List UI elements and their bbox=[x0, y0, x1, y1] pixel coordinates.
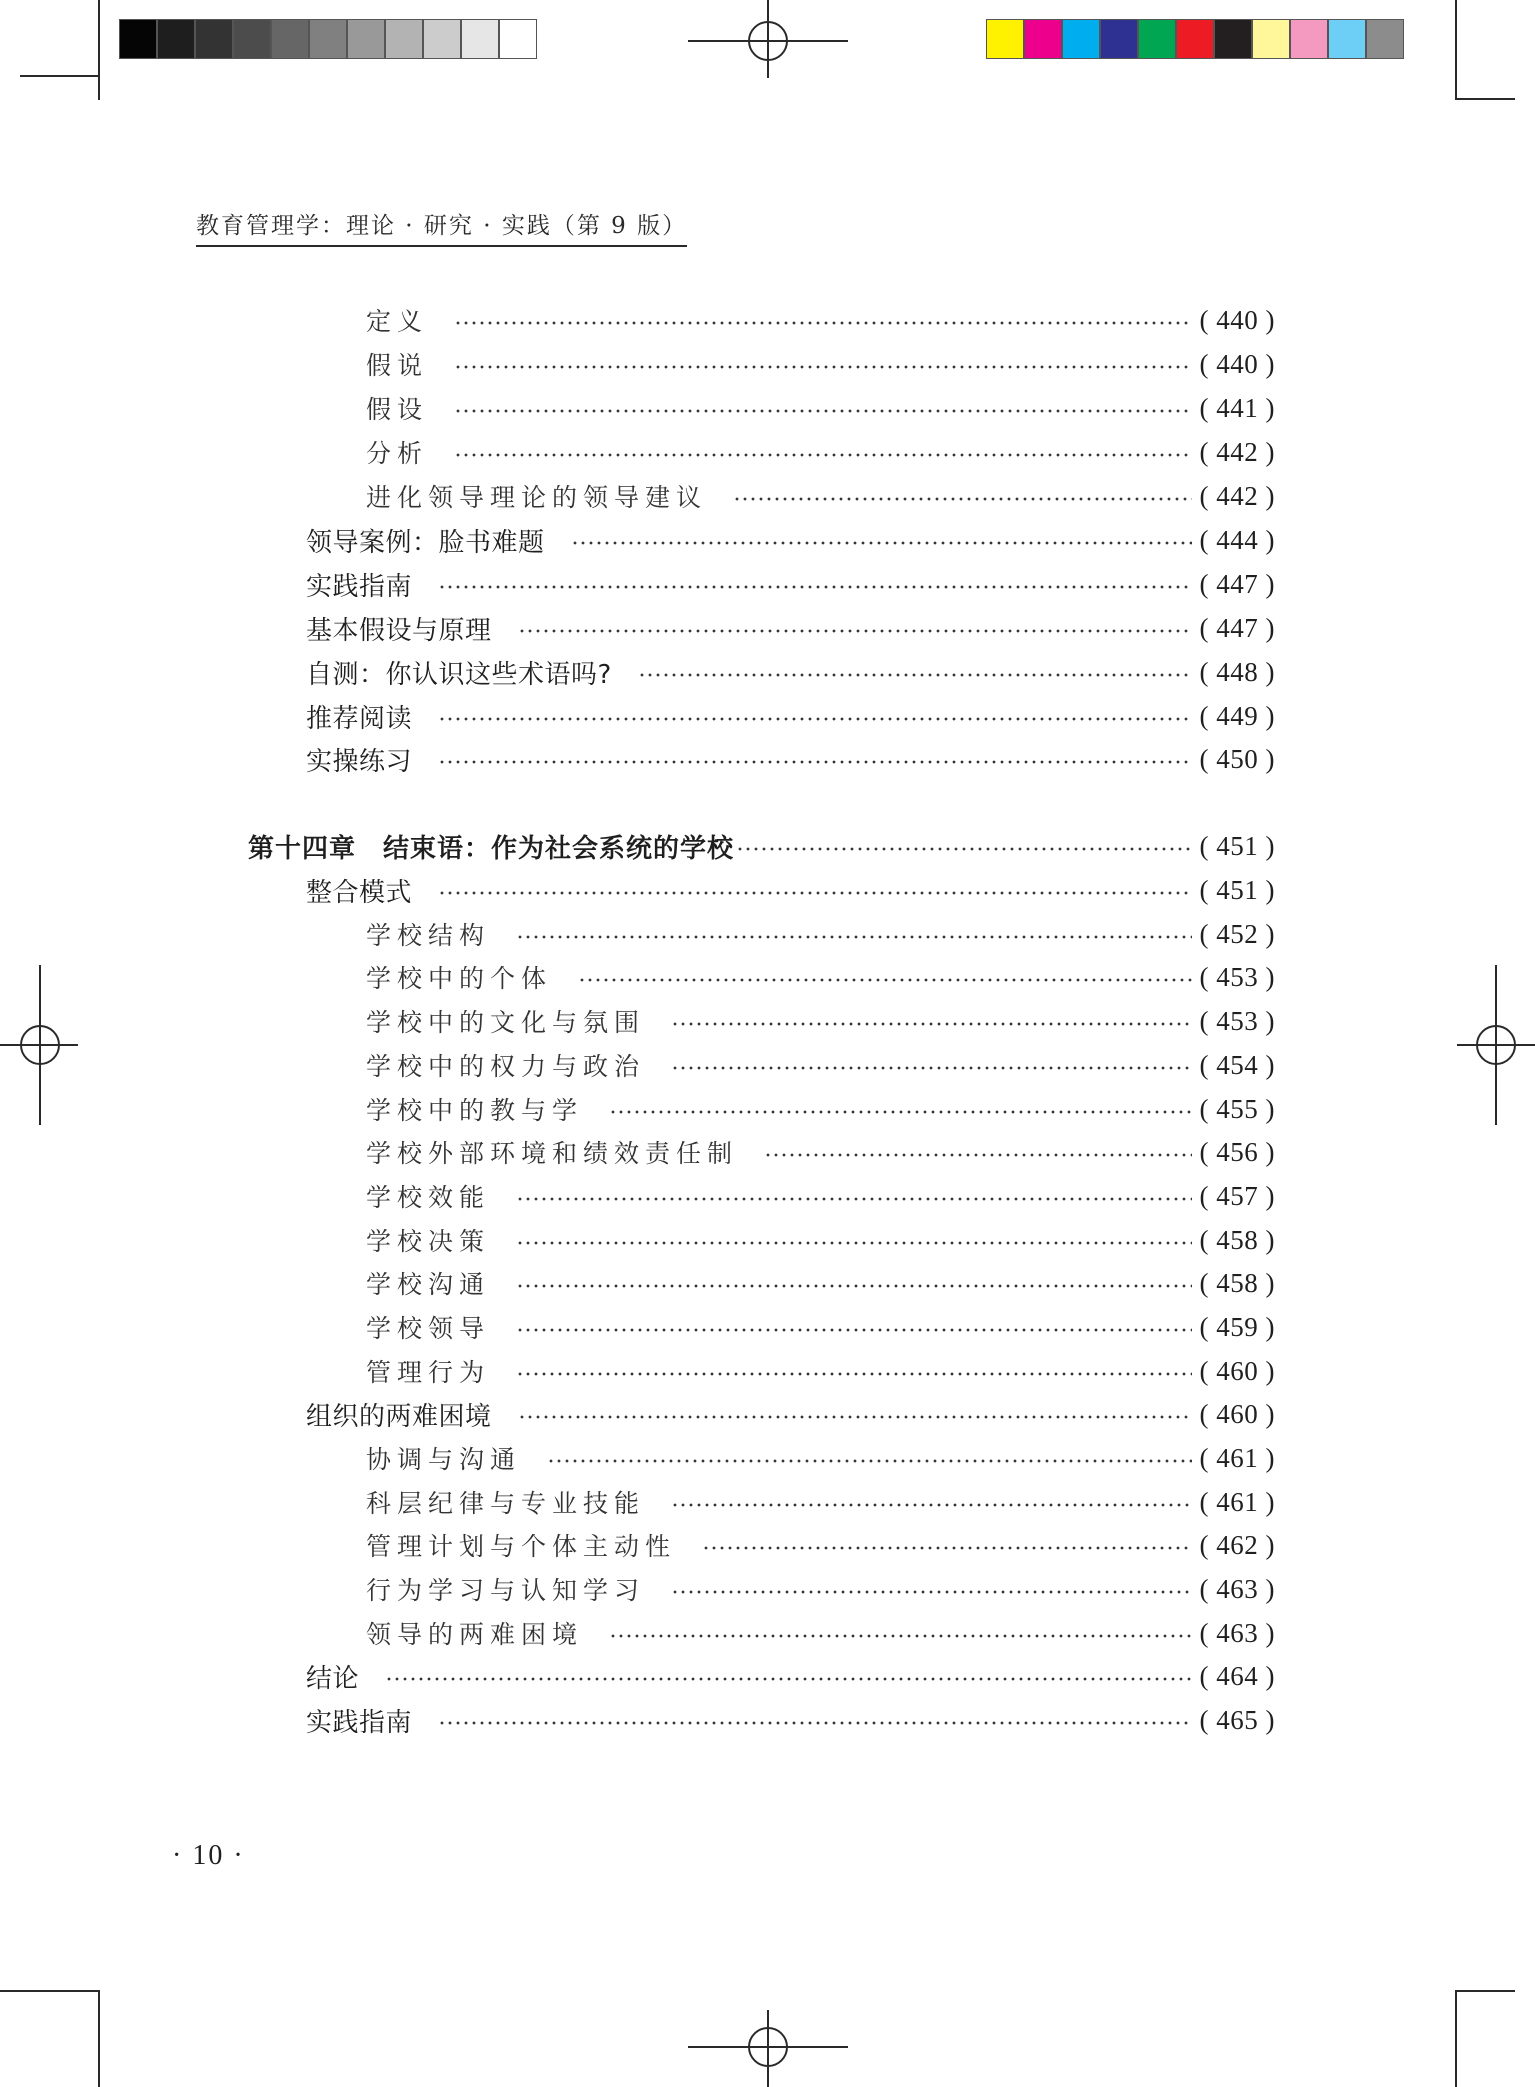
color-swatch bbox=[1176, 19, 1214, 59]
toc-entry bbox=[366, 1047, 1275, 1083]
toc-entry bbox=[366, 390, 1275, 426]
toc-entry-title: 学校中的个体 bbox=[366, 964, 553, 993]
dot-leader bbox=[733, 497, 1192, 501]
toc-page-number: ( 447 ) bbox=[1199, 568, 1275, 599]
page-number: · 10 · bbox=[172, 1840, 245, 1871]
toc-entry bbox=[366, 302, 1275, 338]
toc-entry-title: 实践指南 bbox=[306, 1707, 413, 1738]
dot-leader bbox=[547, 1459, 1192, 1463]
toc-entry bbox=[306, 1396, 1275, 1432]
color-swatch bbox=[1290, 19, 1328, 59]
dot-leader bbox=[454, 453, 1192, 457]
dot-leader bbox=[454, 409, 1192, 413]
toc-entry-title: 整合模式 bbox=[306, 877, 413, 908]
color-swatch bbox=[1366, 19, 1404, 59]
toc-entry-title: 学校决策 bbox=[366, 1227, 491, 1256]
toc-entry-title: 假说 bbox=[366, 351, 429, 380]
color-swatch bbox=[1024, 19, 1062, 59]
dot-leader bbox=[571, 541, 1192, 545]
toc-entry-title: 协调与沟通 bbox=[366, 1445, 522, 1474]
color-swatch bbox=[1062, 19, 1100, 59]
dot-leader bbox=[438, 891, 1192, 895]
toc-page-number: ( 460 ) bbox=[1199, 1355, 1275, 1386]
toc-entry bbox=[306, 1702, 1275, 1738]
color-calibration-bar bbox=[986, 19, 1404, 59]
toc-page-number: ( 451 ) bbox=[1199, 874, 1275, 905]
toc-entry-title: 学校沟通 bbox=[366, 1270, 491, 1299]
dot-leader bbox=[516, 1197, 1192, 1201]
toc-entry-title: 进化领导理论的领导建议 bbox=[366, 483, 708, 512]
toc-entry-title: 自测：你认识这些术语吗? bbox=[306, 659, 612, 690]
dot-leader bbox=[518, 629, 1192, 633]
dot-leader bbox=[764, 1153, 1192, 1157]
toc-page-number: ( 450 ) bbox=[1199, 743, 1275, 774]
toc-entry-title: 管理计划与个体主动性 bbox=[366, 1532, 677, 1561]
toc-entry-title: 管理行为 bbox=[366, 1358, 491, 1387]
dot-leader bbox=[516, 1328, 1192, 1332]
toc-page-number: ( 463 ) bbox=[1199, 1573, 1275, 1604]
toc-page-number: ( 456 ) bbox=[1199, 1136, 1275, 1167]
dot-leader bbox=[516, 1372, 1192, 1376]
toc-page-number: ( 452 ) bbox=[1199, 918, 1275, 949]
dot-leader bbox=[516, 935, 1192, 939]
toc-page-number: ( 449 ) bbox=[1199, 700, 1275, 731]
toc-entry-title: 分析 bbox=[366, 439, 429, 468]
gray-swatch bbox=[119, 19, 157, 59]
toc-entry bbox=[366, 346, 1275, 382]
toc-entry-title: 结论 bbox=[306, 1663, 360, 1694]
toc-entry bbox=[306, 1658, 1275, 1694]
toc-entry bbox=[366, 434, 1275, 470]
toc-entry-title: 学校效能 bbox=[366, 1183, 491, 1212]
toc-page-number: ( 455 ) bbox=[1199, 1093, 1275, 1124]
gray-swatch bbox=[309, 19, 347, 59]
toc-page-number: ( 453 ) bbox=[1199, 1005, 1275, 1036]
dot-leader bbox=[385, 1677, 1192, 1681]
toc-entry-title: 组织的两难困境 bbox=[306, 1401, 492, 1432]
toc-page-number: ( 444 ) bbox=[1199, 524, 1275, 555]
toc-entry bbox=[366, 1222, 1275, 1258]
toc-entry bbox=[366, 1484, 1275, 1520]
toc-entry bbox=[366, 1265, 1275, 1301]
toc-page-number: ( 451 ) bbox=[1199, 830, 1275, 861]
dot-leader bbox=[609, 1634, 1192, 1638]
toc-page-number: ( 453 ) bbox=[1199, 961, 1275, 992]
dot-leader bbox=[438, 717, 1192, 721]
toc-entry bbox=[366, 1571, 1275, 1607]
toc-entry bbox=[366, 1091, 1275, 1127]
toc-page-number: ( 462 ) bbox=[1199, 1529, 1275, 1560]
toc-entry bbox=[306, 566, 1275, 602]
dot-leader bbox=[516, 1241, 1192, 1245]
toc-entry-title: 科层纪律与专业技能 bbox=[366, 1489, 646, 1518]
running-header: 教育管理学：理论 · 研究 · 实践（第 9 版） bbox=[196, 211, 687, 247]
toc-page-number: ( 448 ) bbox=[1199, 656, 1275, 687]
toc-entry-title: 学校中的教与学 bbox=[366, 1096, 584, 1125]
toc-page-number: ( 440 ) bbox=[1199, 304, 1275, 335]
gray-swatch bbox=[347, 19, 385, 59]
toc-entry bbox=[306, 610, 1275, 646]
gray-swatch bbox=[195, 19, 233, 59]
toc-entry-title: 假设 bbox=[366, 395, 429, 424]
toc-entry-title: 基本假设与原理 bbox=[306, 615, 492, 646]
dot-leader bbox=[736, 847, 1192, 851]
toc-entry-title: 实践指南 bbox=[306, 571, 413, 602]
dot-leader bbox=[671, 1590, 1192, 1594]
dot-leader bbox=[454, 321, 1192, 325]
grayscale-calibration-bar bbox=[119, 19, 537, 59]
dot-leader bbox=[438, 585, 1192, 589]
toc-entry bbox=[366, 478, 1275, 514]
toc-page-number: ( 454 ) bbox=[1199, 1049, 1275, 1080]
toc-entry bbox=[366, 916, 1275, 952]
color-swatch bbox=[1138, 19, 1176, 59]
toc-page-number: ( 440 ) bbox=[1199, 348, 1275, 379]
toc-page-number: ( 458 ) bbox=[1199, 1267, 1275, 1298]
dot-leader bbox=[578, 978, 1192, 982]
toc-page-number: ( 457 ) bbox=[1199, 1180, 1275, 1211]
toc-entry bbox=[306, 522, 1275, 558]
color-swatch bbox=[1252, 19, 1290, 59]
toc-entry bbox=[366, 1134, 1275, 1170]
toc-entry bbox=[366, 1309, 1275, 1345]
dot-leader bbox=[438, 760, 1192, 764]
toc-page-number: ( 442 ) bbox=[1199, 480, 1275, 511]
toc-page-number: ( 461 ) bbox=[1199, 1486, 1275, 1517]
toc-entry-title: 学校中的文化与氛围 bbox=[366, 1008, 646, 1037]
toc-entry-title: 定义 bbox=[366, 307, 429, 336]
toc-entry-title: 学校结构 bbox=[366, 921, 491, 950]
gray-swatch bbox=[233, 19, 271, 59]
gray-swatch bbox=[385, 19, 423, 59]
color-swatch bbox=[986, 19, 1024, 59]
color-swatch bbox=[1214, 19, 1252, 59]
toc-entry bbox=[366, 1178, 1275, 1214]
toc-entry-title: 实操练习 bbox=[306, 746, 413, 777]
toc-page-number: ( 464 ) bbox=[1199, 1660, 1275, 1691]
toc-entry bbox=[306, 872, 1275, 908]
dot-leader bbox=[671, 1503, 1192, 1507]
toc-page-number: ( 442 ) bbox=[1199, 436, 1275, 467]
dot-leader bbox=[702, 1546, 1192, 1550]
gray-swatch bbox=[461, 19, 499, 59]
dot-leader bbox=[671, 1066, 1192, 1070]
color-swatch bbox=[1100, 19, 1138, 59]
toc-page-number: ( 460 ) bbox=[1199, 1398, 1275, 1429]
dot-leader bbox=[516, 1284, 1192, 1288]
toc-entry-title: 学校领导 bbox=[366, 1314, 491, 1343]
toc-page-number: ( 459 ) bbox=[1199, 1311, 1275, 1342]
toc-page-number: ( 447 ) bbox=[1199, 612, 1275, 643]
toc-entry bbox=[366, 1440, 1275, 1476]
toc-entry bbox=[306, 698, 1275, 734]
dot-leader bbox=[438, 1721, 1192, 1725]
toc-page-number: ( 441 ) bbox=[1199, 392, 1275, 423]
gray-swatch bbox=[499, 19, 537, 59]
toc-entry bbox=[366, 959, 1275, 995]
dot-leader bbox=[671, 1022, 1192, 1026]
toc-entry bbox=[366, 1527, 1275, 1563]
dot-leader bbox=[638, 673, 1192, 677]
toc-entry-title: 领导的两难困境 bbox=[366, 1620, 584, 1649]
toc-entry-title: 学校中的权力与政治 bbox=[366, 1052, 646, 1081]
toc-page-number: ( 463 ) bbox=[1199, 1617, 1275, 1648]
color-swatch bbox=[1328, 19, 1366, 59]
toc-entry bbox=[366, 1353, 1275, 1389]
toc-entry bbox=[366, 1615, 1275, 1651]
gray-swatch bbox=[271, 19, 309, 59]
dot-leader bbox=[454, 365, 1192, 369]
toc-page-number: ( 465 ) bbox=[1199, 1704, 1275, 1735]
toc-chapter-entry bbox=[248, 828, 1275, 864]
toc-entry-title: 领导案例：脸书难题 bbox=[306, 527, 545, 558]
toc-entry bbox=[366, 1003, 1275, 1039]
gray-swatch bbox=[157, 19, 195, 59]
chapter-title: 第十四章 结束语：作为社会系统的学校 bbox=[248, 833, 735, 864]
toc-entry-title: 学校外部环境和绩效责任制 bbox=[366, 1139, 739, 1168]
gray-swatch bbox=[423, 19, 461, 59]
toc-entry-title: 行为学习与认知学习 bbox=[366, 1576, 646, 1605]
toc-entry bbox=[306, 741, 1275, 777]
toc-entry bbox=[306, 654, 1275, 690]
toc-page-number: ( 458 ) bbox=[1199, 1224, 1275, 1255]
toc-entry-title: 推荐阅读 bbox=[306, 703, 413, 734]
dot-leader bbox=[609, 1110, 1192, 1114]
dot-leader bbox=[518, 1415, 1192, 1419]
toc-page-number: ( 461 ) bbox=[1199, 1442, 1275, 1473]
